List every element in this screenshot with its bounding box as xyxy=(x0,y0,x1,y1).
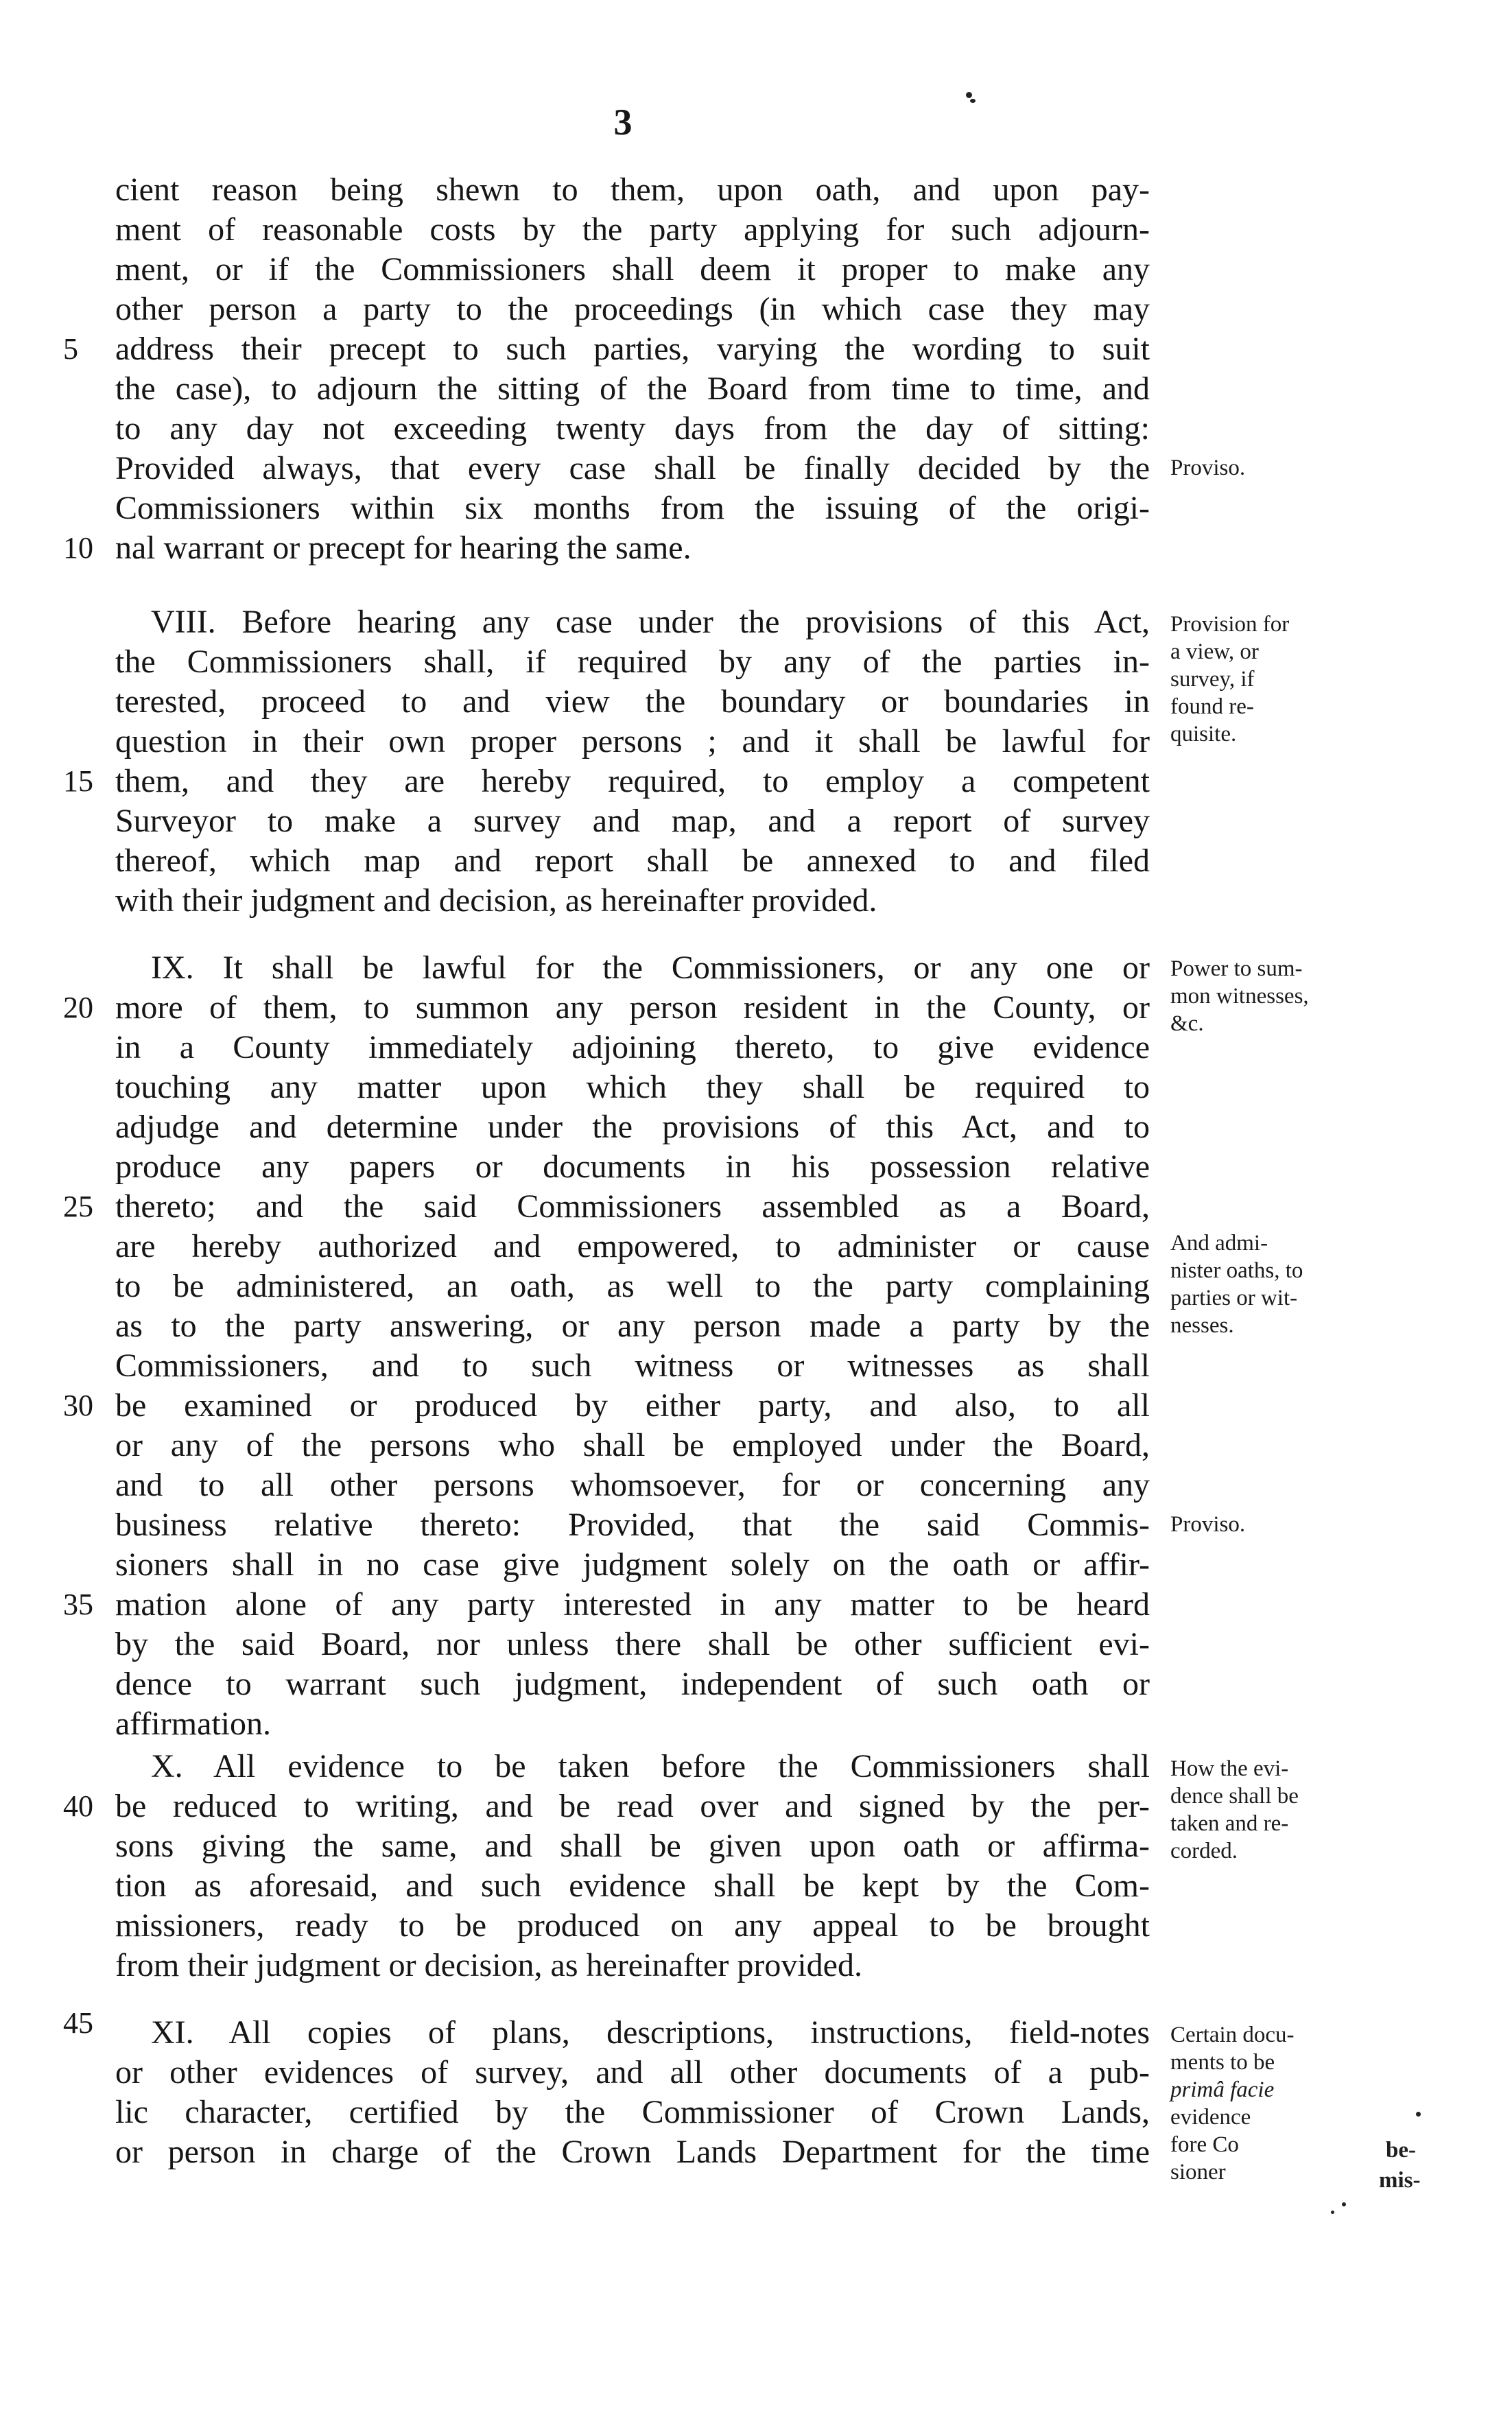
text-line: ment, or if the Commissioners shall deem it proper to make any xyxy=(115,251,1150,287)
margin-note-provision-for-view xyxy=(1170,611,1349,748)
text-line: adjudge and determine under the provisions of this Act, and to xyxy=(115,1109,1150,1145)
text-line: Commissioners, and to such witness or witnesses as shall xyxy=(115,1347,1150,1384)
text-line: them, and they are hereby required, to employ a competent xyxy=(115,763,1150,799)
text-line: missioners, ready to be produced on any appeal to be brought xyxy=(115,1907,1150,1944)
paragraph-vii-continued xyxy=(115,170,1150,568)
text-line: more of them, to summon any person resident in the County, or xyxy=(115,989,1150,1026)
paragraph-viii xyxy=(115,602,1150,921)
margin-note-line: fore Co xyxy=(1170,2132,1239,2157)
margin-note-administer-oaths xyxy=(1170,1229,1349,1339)
text-line: lic character, certified by the Commissioner of Crown Lands, xyxy=(115,2094,1150,2130)
text-line: to be administered, an oath, as well to the party complaining xyxy=(115,1268,1150,1304)
line-number: 40 xyxy=(63,1789,93,1823)
text-line: terested, proceed to and view the boundary or boundaries in xyxy=(115,683,1150,720)
paragraph-xi xyxy=(115,2013,1150,2172)
text-line: or other evidences of survey, and all other documents of a pub- xyxy=(115,2054,1150,2090)
margin-note-line: How the evi- xyxy=(1170,1756,1289,1781)
edge-fragment: mis- xyxy=(1379,2168,1421,2193)
text-line: tion as aforesaid, and such evidence shall be kept by the Com- xyxy=(115,1868,1150,1904)
text-line: to any day not exceeding twenty days from the day of sitting: xyxy=(115,410,1150,447)
line-number: 30 xyxy=(63,1389,93,1422)
text-line: Provided always, that every case shall be finally decided by the xyxy=(115,450,1150,486)
text-line: dence to warrant such judgment, independent of such oath or xyxy=(115,1666,1150,1702)
text-line: other person a party to the proceedings (in which case they may xyxy=(115,291,1150,327)
ink-speck xyxy=(1331,2211,1334,2214)
text-line: by the said Board, nor unless there shall be other sufficient evi- xyxy=(115,1626,1150,1662)
text-line: thereof, which map and report shall be annexed to and filed xyxy=(115,843,1150,879)
text-line: touching any matter upon which they shall be required to xyxy=(115,1069,1150,1105)
margin-note-line: survey, if xyxy=(1170,667,1255,692)
ink-speck xyxy=(966,92,972,98)
margin-note-power-to-summon xyxy=(1170,955,1349,1037)
ink-speck xyxy=(970,99,976,103)
text-line: Commissioners within six months from the issuing of the origi- xyxy=(115,490,1150,526)
margin-note-line: corded. xyxy=(1170,1839,1238,1863)
margin-note-line: &c. xyxy=(1170,1011,1204,1036)
text-line: are hereby authorized and empowered, to administer or cause xyxy=(115,1228,1150,1264)
text-line: or person in charge of the Crown Lands Department for the time xyxy=(115,2134,1150,2170)
text-line: the Commissioners shall, if required by any of the parties in- xyxy=(115,644,1150,680)
text-line: VIII. Before hearing any case under the provisions of this Act, xyxy=(151,604,1150,640)
text-line: nal warrant or precept for hearing the same. xyxy=(115,530,692,566)
text-line: or any of the persons who shall be employed under the Board, xyxy=(115,1427,1150,1463)
margin-note-proviso-2 xyxy=(1170,1511,1349,1538)
edge-fragment: be- xyxy=(1386,2138,1416,2163)
margin-note-line: evidence xyxy=(1170,2105,1251,2130)
margin-note-line: dence shall be xyxy=(1170,1784,1299,1809)
text-line: sioners shall in no case give judgment solely on the oath or affir- xyxy=(115,1546,1150,1583)
text-line: as to the party answering, or any person made a party by the xyxy=(115,1308,1150,1344)
text-line: cient reason being shewn to them, upon oath, and upon pay- xyxy=(115,172,1150,208)
text-line: sons giving the same, and shall be given upon oath or affirma- xyxy=(115,1828,1150,1864)
margin-note-line: Proviso. xyxy=(1170,1512,1246,1537)
text-line: in a County immediately adjoining thereto, to give evidence xyxy=(115,1029,1150,1065)
paragraph-x xyxy=(115,1747,1150,1986)
margin-note-evidence-recorded xyxy=(1170,1755,1349,1865)
margin-note-certain-documents xyxy=(1170,2021,1349,2186)
margin-note-line: ments to be xyxy=(1170,2050,1275,2075)
text-line: business relative thereto: Provided, that the said Commis- xyxy=(115,1507,1150,1543)
margin-note-line: a view, or xyxy=(1170,639,1259,664)
text-line: be reduced to writing, and be read over and signed by the per- xyxy=(115,1788,1150,1824)
line-number: 25 xyxy=(63,1190,93,1223)
margin-note-line: parties or wit- xyxy=(1170,1286,1298,1310)
margin-note-line: And admi- xyxy=(1170,1231,1268,1256)
text-line: XI. All copies of plans, descriptions, instructions, field-notes xyxy=(151,2014,1150,2051)
line-number: 20 xyxy=(63,991,93,1024)
text-line: the case), to adjourn the sitting of the Board from time to time, and xyxy=(115,370,1150,407)
page-number: 3 xyxy=(613,102,633,143)
line-number: 10 xyxy=(63,531,93,565)
text-line: ment of reasonable costs by the party applying for such adjourn- xyxy=(115,211,1150,248)
margin-note-line: found re- xyxy=(1170,694,1254,719)
text-line: IX. It shall be lawful for the Commissioners, or any one or xyxy=(151,950,1150,986)
text-line: question in their own proper persons ; and it shall be lawful for xyxy=(115,723,1150,759)
margin-note-line: nister oaths, to xyxy=(1170,1258,1303,1283)
text-line: affirmation. xyxy=(115,1706,272,1742)
ink-speck xyxy=(1416,2112,1421,2117)
text-line: and to all other persons whomsoever, for or concerning any xyxy=(115,1467,1150,1503)
line-number: 45 xyxy=(63,2006,93,2040)
line-number: 15 xyxy=(63,764,93,798)
margin-note-line: Certain docu- xyxy=(1170,2023,1295,2047)
margin-note-line: quisite. xyxy=(1170,722,1237,746)
margin-note-line: taken and re- xyxy=(1170,1811,1289,1836)
text-line: be examined or produced by either party, and also, to all xyxy=(115,1387,1150,1424)
text-line: thereto; and the said Commissioners assembled as a Board, xyxy=(115,1188,1150,1225)
text-line: X. All evidence to be taken before the Commissioners shall xyxy=(151,1748,1150,1784)
margin-note-proviso xyxy=(1170,454,1349,482)
paragraph-ix xyxy=(115,948,1150,1744)
text-line: mation alone of any party interested in any matter to be heard xyxy=(115,1586,1150,1623)
text-line: produce any papers or documents in his possession relative xyxy=(115,1148,1150,1185)
margin-note-line: primâ facie xyxy=(1170,2077,1275,2102)
margin-note-line: sioner xyxy=(1170,2160,1226,2184)
margin-note-line: mon witnesses, xyxy=(1170,984,1309,1009)
text-line: with their judgment and decision, as hereinafter provided. xyxy=(115,882,877,919)
line-number: 5 xyxy=(63,332,78,366)
margin-note-line: Power to sum- xyxy=(1170,956,1303,981)
text-line: Surveyor to make a survey and map, and a report of survey xyxy=(115,803,1150,839)
text-line: from their judgment or decision, as hereinafter provided. xyxy=(115,1947,862,1983)
line-number: 35 xyxy=(63,1588,93,1621)
margin-note-line: nesses. xyxy=(1170,1313,1234,1338)
text-line: address their precept to such parties, varying the wording to suit xyxy=(115,331,1150,367)
ink-speck xyxy=(1342,2202,1346,2206)
margin-note-line: Proviso. xyxy=(1170,456,1246,480)
margin-note-line: Provision for xyxy=(1170,612,1290,637)
